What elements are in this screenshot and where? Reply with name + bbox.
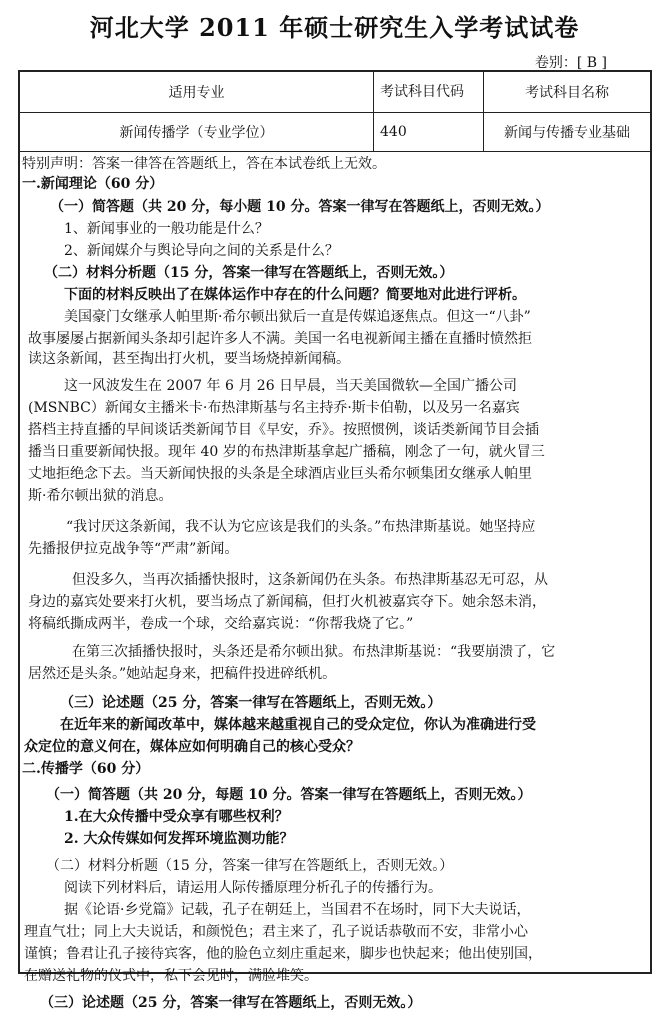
material-line: “我讨厌这条新闻，我不认为它应该是我们的头条。”布热津斯基说。她坚持应 [66, 519, 536, 535]
material-line: 将稿纸撕成两半，卷成一个球，交给嘉宾说：“你帮我烧了它。” [28, 616, 414, 632]
material-line: 在第三次插播快报时，头条还是希尔顿出狱。布热津斯基说：“我要崩溃了，它 [72, 644, 556, 660]
special-statement: 特别声明：答案一律答在答题纸上，答在本试卷纸上无效。 [22, 156, 386, 172]
section-one-heading: 一.新闻理论（60 分） [22, 176, 164, 192]
major-value: 新闻传播学（专业学位） [20, 112, 374, 151]
q1-item-2: 2、新闻媒介与舆论导向之间的关系是什么？ [64, 243, 339, 259]
material-line: 故事屡屡占据新闻头条却引起许多人不满。美国一名电视新闻主播在直播时愤然拒 [28, 331, 532, 347]
paper-code: 卷别：[ B ] [534, 55, 607, 71]
material-line: 身边的嘉宾处要来打火机，要当场点了新闻稿，但打火机被嘉宾夺下。她余怒未消， [28, 594, 546, 610]
s2-q2-prompt: 阅读下列材料后，请运用人际传播原理分析孔子的传播行为。 [64, 880, 442, 896]
header-name-label: 考试科目名称 [525, 85, 609, 101]
s2-material-line: 在赠送礼物的仪式中，私下会见时，满脸堆笑。 [24, 968, 318, 984]
material-line: 播当日重要新闻快报。现年 40 岁的布热津斯基拿起广播稿，刚念了一句，就火冒三 [28, 444, 545, 460]
q2-prompt: 下面的材料反映出了在媒体运作中存在的什么问题？简要地对此进行评析。 [64, 287, 526, 303]
material-line: 丈地拒绝念下去。当天新闻快报的头条是全球酒店业巨头希尔顿集团女继承人帕里 [28, 466, 532, 482]
header-code-label: 考试科目代码 [374, 72, 484, 112]
s2-material-line: 据《论语·乡党篇》记载，孔子在朝廷上，当国君不在场时，同下大夫说话， [64, 902, 531, 918]
material-line: 但没多久，当再次插播快报时，这条新闻仍在头条。布热津斯基忍无可忍，从 [72, 572, 548, 588]
name-value: 新闻与传播专业基础 [504, 124, 630, 141]
material-line: 居然还是头条。”她站起身来，把稿件投进碎纸机。 [28, 666, 337, 682]
header-row-values [20, 112, 650, 152]
s2-q2-heading: （二）材料分析题（15 分，答案一律写在答题纸上，否则无效。） [46, 858, 454, 874]
material-line: (MSNBC）新闻女主播米卡·布热津斯基与名主持乔·斯卡伯勒，以及另一名嘉宾 [28, 400, 520, 416]
exam-title: 河北大学 2011 年硕士研究生入学考试试卷 [89, 13, 580, 42]
s2-q1-heading: （一）简答题（共 20 分，每题 10 分。答案一律写在答题纸上，否则无效。） [46, 787, 532, 803]
q3-prompt: 众定位的意义何在，媒体应如何明确自己的核心受众？ [24, 739, 360, 755]
q1-item-1: 1、新闻事业的一般功能是什么？ [64, 221, 269, 237]
q3-heading: （三）论述题（25 分，答案一律写在答题纸上，否则无效。） [60, 695, 442, 711]
s2-material-line: 理直气壮；同上大夫说话，和颜悦色；君主来了，孔子说话恭敬而不安，非常小心 [24, 924, 528, 940]
material-line: 读这条新闻，甚至掏出打火机，要当场烧掉新闻稿。 [28, 351, 350, 367]
code-value: 440 [374, 112, 484, 151]
exam-frame [18, 70, 652, 1011]
q3-prompt: 在近年来的新闻改革中，媒体越来越重视自己的受众定位，你认为准确进行受 [60, 717, 536, 733]
s2-q1-item-2: 2. 大众传媒如何发挥环境监测功能？ [64, 831, 294, 847]
header-major-label: 适用专业 [20, 72, 374, 112]
material-line: 先播报伊拉克战争等“严肃”新闻。 [28, 541, 239, 557]
q1-heading: （一）简答题（共 20 分，每小题 10 分。答案一律写在答题纸上，否则无效。） [50, 199, 550, 215]
section-two-heading: 二.传播学（60 分） [22, 761, 150, 777]
material-line: 搭档主持直播的早间谈话类新闻节目《早安，乔》。按照惯例，谈话类新闻节目会插 [28, 422, 539, 438]
s2-q1-item-1: 1.在大众传播中受众享有哪些权利？ [64, 809, 289, 825]
material-line: 这一风波发生在 2007 年 6 月 26 日早晨，当天美国微软—全国广播公司 [64, 378, 518, 394]
material-line: 斯·希尔顿出狱的消息。 [28, 488, 173, 504]
s2-material-line: 谨慎；鲁君让孔子接待宾客，他的脸色立刻庄重起来，脚步也快起来；他出使别国， [24, 946, 542, 962]
header-row-labels [20, 72, 650, 113]
material-line: 美国豪门女继承人帕里斯·希尔顿出狱后一直是传媒追逐焦点。但这一“八卦” [64, 309, 531, 325]
q2-heading: （二）材料分析题（15 分，答案一律写在答题纸上，否则无效。） [44, 265, 454, 281]
s2-q3-heading: （三）论述题（25 分，答案一律写在答题纸上，否则无效。） [40, 995, 422, 1011]
